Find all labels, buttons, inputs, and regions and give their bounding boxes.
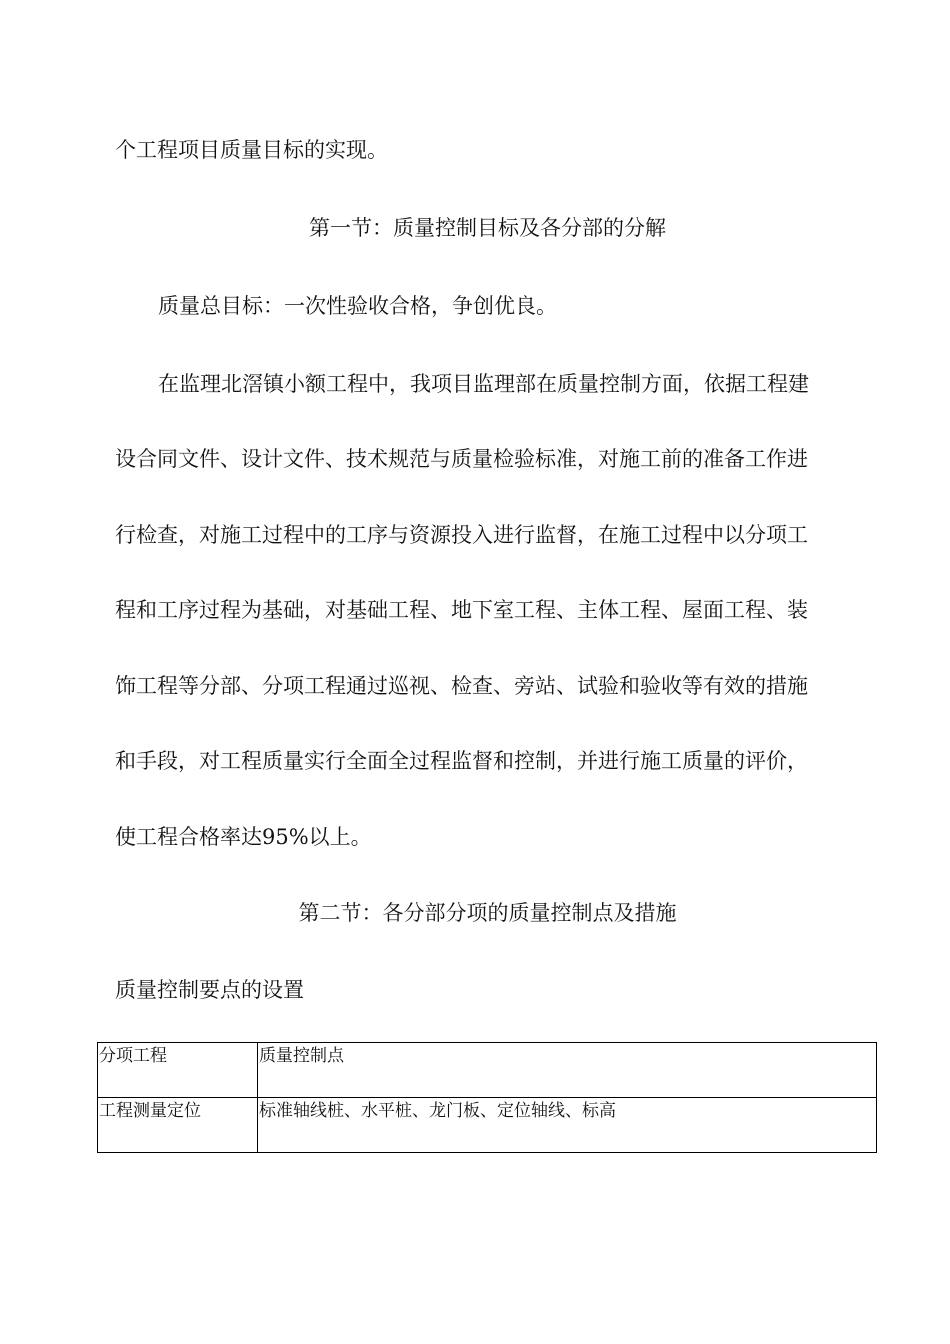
- body-paragraph-line: 饰工程等分部、分项工程通过巡视、检查、旁站、试验和验收等有效的措施: [115, 674, 808, 698]
- quality-goal-paragraph: 质量总目标：一次性验收合格，争创优良。: [158, 294, 557, 318]
- table-row: [98, 1098, 877, 1153]
- body-paragraph-line: 在监理北滘镇小额工程中，我项目监理部在质量控制方面，依据工程建: [158, 372, 809, 396]
- quality-control-table: [97, 1042, 877, 1153]
- table-cell: 工程测量定位: [98, 1098, 258, 1153]
- table-header-cell: 质量控制点: [258, 1043, 877, 1098]
- section-2-heading: 第二节：各分部分项的质量控制点及措施: [298, 901, 677, 925]
- table-cell: 标准轴线桩、水平桩、龙门板、定位轴线、标高: [258, 1098, 877, 1153]
- table-caption: 质量控制要点的设置: [115, 978, 304, 1002]
- body-paragraph-line: 行检查，对施工过程中的工序与资源投入进行监督，在施工过程中以分项工: [115, 523, 808, 547]
- body-paragraph-line: 使工程合格率达95%以上。: [115, 825, 372, 849]
- section-1-heading: 第一节：质量控制目标及各分部的分解: [309, 216, 666, 240]
- table-header-cell: 分项工程: [98, 1043, 258, 1098]
- body-paragraph-line: 设合同文件、设计文件、技术规范与质量检验标准，对施工前的准备工作进: [115, 447, 808, 471]
- paragraph-continuation: 个工程项目质量目标的实现。: [115, 138, 388, 162]
- body-paragraph-line: 程和工序过程为基础，对基础工程、地下室工程、主体工程、屋面工程、装: [115, 598, 808, 622]
- table-header-row: [98, 1043, 877, 1098]
- body-paragraph-line: 和手段，对工程质量实行全面全过程监督和控制，并进行施工质量的评价，: [115, 749, 808, 773]
